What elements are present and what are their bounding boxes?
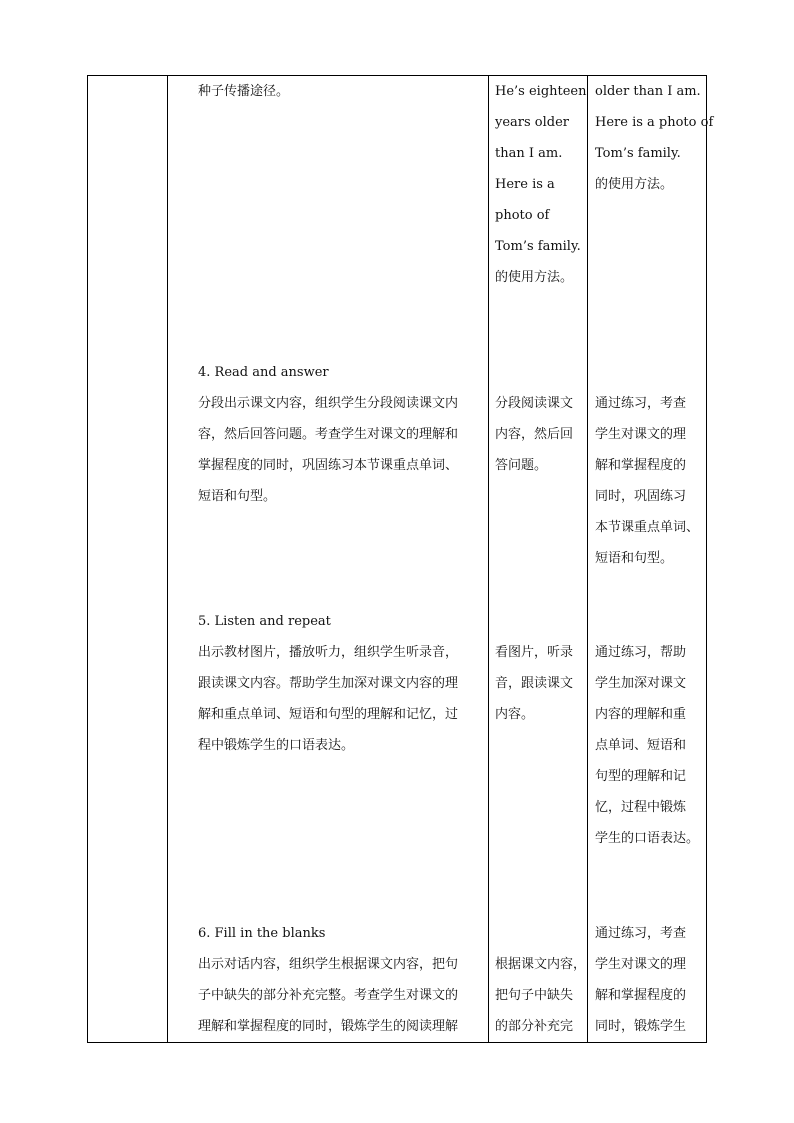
- col2-step6: 6. Fill in the blanks 出示对话内容，组织学生根据课文内容，把句 子中缺失的部分补充完整。考查学生对课文的 理解和掌握程度的同时，锻炼学生的阅读理解: [198, 918, 458, 1042]
- col3-top: He’s eighteen years older than I am. Here is a photo of Tom’s family. 的使用方法。: [495, 84, 587, 285]
- col2-top-text: 种子传播途径。: [198, 84, 290, 99]
- step4-title: 4. Read and answer: [198, 365, 329, 380]
- table-border-col0: [87, 75, 88, 1043]
- table-bottom-border: [87, 1042, 707, 1043]
- step6-title: 6. Fill in the blanks: [198, 926, 326, 941]
- col4-top: older than I am. Here is a photo of Tom’s family. 的使用方法。: [595, 84, 714, 192]
- col3-step6: 根据课文内容， 把句子中缺失 的部分补充完: [495, 957, 587, 1034]
- col4-step4: 通过练习，考查 学生对课文的理 解和掌握程度的 同时，巩固练习 本节课重点单词、 短语和句型。: [595, 396, 700, 566]
- table-border-col1: [167, 75, 168, 1043]
- table-border-col2: [488, 75, 489, 1043]
- col2-step4: 4. Read and answer 分段出示课文内容，组织学生分段阅读课文内 容，然后回答问题。考查学生对课文的理解和 掌握程度的同时，巩固练习本节课重点单词、 短语和句型。: [198, 357, 458, 512]
- table-border-col4: [706, 75, 707, 1043]
- step5-title: 5. Listen and repeat: [198, 614, 331, 629]
- col3-step5: 看图片，听录 音，跟读课文 内容。: [495, 645, 574, 722]
- col4-step5: 通过练习，帮助 学生加深对课文 内容的理解和重 点单词、短语和 句型的理解和记 忆，过程中锻炼 学生的口语表达。: [595, 645, 700, 846]
- col3-step4: 分段阅读课文 内容，然后回 答问题。: [495, 396, 574, 473]
- col2-step5: 5. Listen and repeat 出示教材图片，播放听力，组织学生听录音， 跟读课文内容。帮助学生加深对课文内容的理 解和重点单词、短语和句型的理解和记忆，过 程中锻炼学生的口语表达。: [198, 606, 458, 761]
- table-border-col3: [587, 75, 588, 1043]
- col4-step6: 通过练习，考查 学生对课文的理 解和掌握程度的 同时，锻炼学生: [595, 926, 687, 1034]
